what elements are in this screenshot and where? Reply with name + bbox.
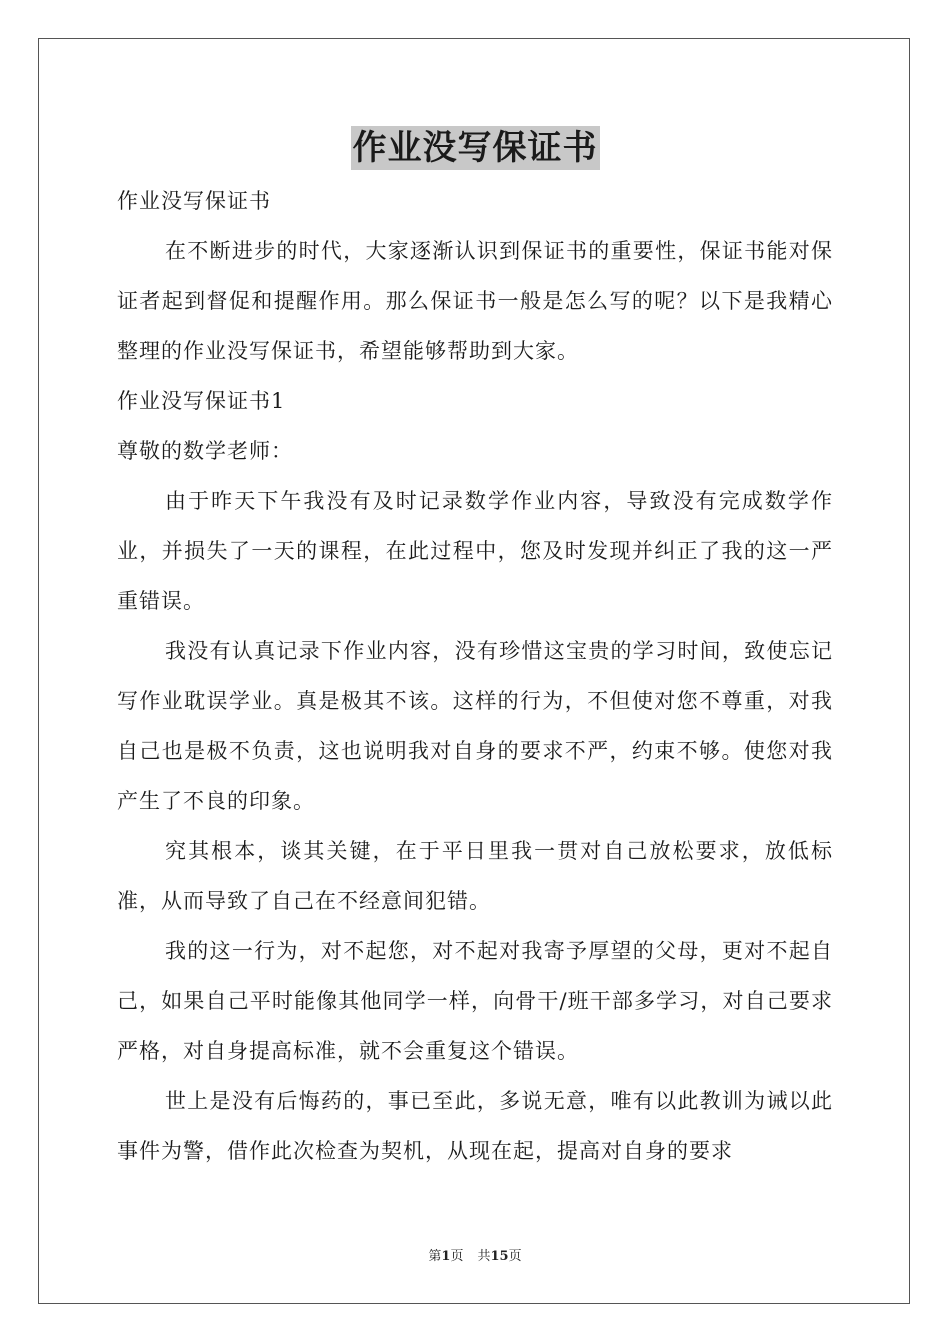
body-paragraph: 我的这一行为，对不起您，对不起对我寄予厚望的父母，更对不起自己，如果自己平时能像其他同学一样，向骨干/班干部多学习，对自己要求严格，对自身提高标准，就不会重复这个错误。 xyxy=(117,939,833,1063)
title-container xyxy=(0,126,950,170)
page-total: 15 xyxy=(490,1249,509,1264)
body-paragraph: 世上是没有后悔药的，事已至此，多说无意，唯有以此教训为诫以此事件为警，借作此次检查为契机，从现在起，提高对自身的要求 xyxy=(117,1089,833,1163)
body-paragraph: 我没有认真记录下作业内容，没有珍惜这宝贵的学习时间，致使忘记写作业耽误学业。真是极其不该。这样的行为，不但使对您不尊重，对我自己也是极不负责，这也说明我对自身的要求不严，约束不够。使您对我产生了不良的印象。 xyxy=(117,639,833,813)
page-footer xyxy=(0,1245,950,1264)
section-heading: 作业没写保证书1 xyxy=(117,389,286,413)
page-prefix: 第 xyxy=(428,1249,442,1264)
document-title: 作业没写保证书 xyxy=(352,128,598,168)
intro-paragraph: 在不断进步的时代，大家逐渐认识到保证书的重要性，保证书能对保证者起到督促和提醒作用。那么保证书一般是怎么写的呢？以下是我精心整理的作业没写保证书，希望能够帮助到大家。 xyxy=(117,239,833,363)
document-body xyxy=(117,176,833,1176)
total-prefix: 共 xyxy=(477,1249,491,1264)
total-suffix: 页 xyxy=(508,1249,522,1264)
page-suffix: 页 xyxy=(450,1249,464,1264)
salutation: 尊敬的数学老师： xyxy=(117,439,293,463)
page-number: 1 xyxy=(441,1249,451,1264)
body-paragraph: 由于昨天下午我没有及时记录数学作业内容，导致没有完成数学作业，并损失了一天的课程，在此过程中，您及时发现并纠正了我的这一严重错误。 xyxy=(117,489,833,613)
body-paragraph: 究其根本，谈其关键，在于平日里我一贯对自己放松要求，放低标准，从而导致了自己在不经意间犯错。 xyxy=(117,839,833,913)
subtitle: 作业没写保证书 xyxy=(117,189,271,213)
